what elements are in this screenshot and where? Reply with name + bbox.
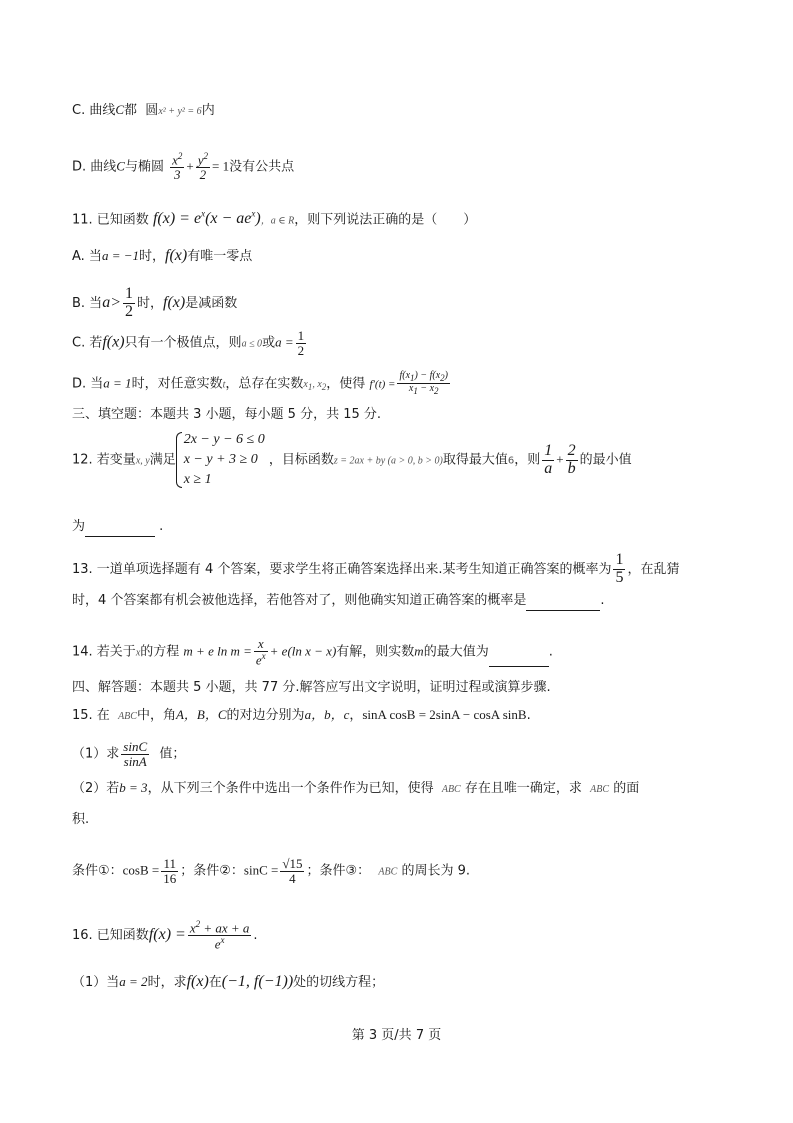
q-text: （1）求 xyxy=(72,746,120,762)
function-def: f(x) = xyxy=(148,925,186,943)
q-text: 或 xyxy=(262,335,276,351)
q-text: 条件①： xyxy=(72,863,123,879)
question-14: 14. 若关于x的方程 m + e ln m = $\frac{x}{e^x}$ + e(ln x − x)有解，则实数m的最大值为 . xyxy=(72,636,553,667)
option-text: 圆 xyxy=(145,103,159,118)
constraint-system xyxy=(176,430,265,490)
curve-var: C xyxy=(116,158,125,174)
math: a ≤ 0 xyxy=(241,338,263,350)
question-13-line1 xyxy=(72,552,680,587)
q-text: ，使得 xyxy=(326,376,366,392)
option-label: D. 曲线 xyxy=(72,159,117,175)
math: a = 2 xyxy=(119,974,148,989)
triangle-label: ABC xyxy=(590,784,610,795)
q-text: ；条件②： xyxy=(180,863,244,879)
section-3-heading: 三、填空题：本题共 3 小题，每小题 5 分，共 15 分. xyxy=(72,407,382,422)
numerator: 11 xyxy=(161,857,178,872)
denominator: 16 xyxy=(163,870,177,886)
param-condition: ，a ∈ R xyxy=(260,215,295,227)
q11-option-d xyxy=(72,371,452,397)
option-label: C. 曲线 xyxy=(72,103,116,118)
q-text: 为 xyxy=(72,519,86,534)
given-equation: sinA cosB = 2sinA − cosA sinB xyxy=(362,707,527,722)
page-footer: 第 3 页/共 7 页 xyxy=(351,1028,442,1043)
math: m xyxy=(414,643,424,659)
q-text: 时， xyxy=(136,295,163,311)
constraint-line: 2x − y − 6 ≤ 0 xyxy=(183,432,265,447)
math: a = xyxy=(275,334,294,350)
q11-option-b xyxy=(72,286,237,321)
function-frac: $\frac{x^2 + ax + a}{e^x}$ xyxy=(189,919,250,952)
q-text: 的最小值 xyxy=(579,452,632,468)
q11-option-c xyxy=(72,329,308,357)
question-13-line2: 时，4 个答案都有机会被他选择，若他答对了，则他确实知道正确答案的概率是 . xyxy=(72,591,605,611)
equation: + e(ln x − x) xyxy=(269,643,337,659)
q-text: 时， xyxy=(138,249,165,264)
q-text: 有唯一零点 xyxy=(187,249,253,264)
q-text: 中，角 xyxy=(136,708,176,723)
triangle-label: ABC xyxy=(441,784,461,795)
math: a> xyxy=(102,293,121,311)
question-15-part2-cont: 积. xyxy=(72,812,90,827)
triangle-label: ABC xyxy=(118,711,137,722)
question-15-part1 xyxy=(72,740,185,768)
section-4-heading: 四、解答题：本题共 5 小题，共 77 分.解答应写出文字说明，证明过程或演算步骤. xyxy=(72,680,551,695)
answer-blank[interactable] xyxy=(489,652,549,667)
q-text: 处的切线方程； xyxy=(293,975,385,990)
q-text: 只有一个极值点，则 xyxy=(124,335,242,351)
math-fx: f(x) xyxy=(165,247,188,264)
math: x, y xyxy=(135,455,150,467)
frac-sinC xyxy=(280,857,304,885)
ratio-sinC-sinA: $\frac{\sin C}{\sin A}$ xyxy=(123,739,148,769)
q-text: 满足 xyxy=(149,452,176,468)
function-def: $f(x) = e^x(x - ae^x)$ xyxy=(152,209,261,228)
constraint-line: x − y + 3 ≥ 0 xyxy=(183,452,258,467)
q-text: 16. 已知函数 xyxy=(72,927,149,943)
circle-equation: x² + y² = 6 xyxy=(158,106,202,117)
q11-option-a xyxy=(72,246,252,267)
q-text: 值； xyxy=(159,746,186,762)
frac-cosB xyxy=(161,857,178,885)
math-fx: f(x) xyxy=(186,973,209,990)
math: x1, x2 xyxy=(303,379,327,393)
q-text: ；条件③： xyxy=(306,863,371,879)
question-12: 12. 若变量x, y满足 2x − y − 6 ≤ 0 x − y + 3 ≥ 0 x ≥ 1 ，目标函数z = 2ax + by (a > 0, b > 0)取得最大值6，则 $\frac{1}{a}$ + $\frac{2}{b}$ 的最小值 xyxy=(72,430,632,490)
q-text: 时，求 xyxy=(147,975,187,990)
frac-one-half: $\frac{1}{2}$ xyxy=(124,285,133,320)
frac-one-half: $\frac{1}{2}$ xyxy=(297,328,305,358)
q-text: 的面 xyxy=(613,781,640,796)
triangle-label: ABC xyxy=(378,866,398,878)
option-text: 都 xyxy=(124,103,138,118)
question-15-stem: 15. 在 ABC中，角A，B，C的对边分别为a，b，c，sinA cosB = 2sinA − cosA sinB. xyxy=(72,707,531,723)
math: sinC = xyxy=(243,862,279,878)
curve-var: C xyxy=(115,102,125,117)
numerator: √15 xyxy=(282,856,303,871)
math: a，b，c xyxy=(304,707,350,722)
q-text: 存在且唯一确定，求 xyxy=(464,781,582,796)
question-15-conditions xyxy=(72,857,470,885)
option-text: 没有公共点 xyxy=(229,159,295,175)
q12-answer-line: 为 . xyxy=(72,517,163,537)
q-text: 的方程 xyxy=(140,644,180,660)
math: cosB = xyxy=(122,862,160,878)
q-text: 13. 一道单项选择题有 4 个答案，要求学生将正确答案选择出来.某考生知道正确答案的概率为 xyxy=(72,561,612,577)
max-value: 6 xyxy=(507,455,515,467)
question-15-part2 xyxy=(72,778,639,800)
math: x xyxy=(135,647,141,659)
q-text: （1）当 xyxy=(72,975,120,990)
q-text: ，则下列说法正确的是（ ） xyxy=(294,212,477,228)
math-fx: f(x) xyxy=(163,293,186,311)
q-text: 11. 已知函数 xyxy=(72,212,149,228)
mean-value-frac: $\frac{f(x1) - f(x2)}{x1 - x2}$ xyxy=(399,370,448,397)
constraint-line: x ≥ 1 xyxy=(183,472,212,487)
answer-blank[interactable] xyxy=(526,596,600,611)
frac: $\frac{x}{e^x}$ xyxy=(255,636,266,667)
frac-one-fifth: $\frac{1}{5}$ xyxy=(615,551,624,586)
q-text: ，总存在实数 xyxy=(225,376,304,392)
q-text: D. 当 xyxy=(72,376,104,392)
question-16-part1 xyxy=(72,972,384,993)
denominator: 4 xyxy=(289,870,296,886)
q-text: 时，4 个答案都有机会被他选择，若他答对了，则他确实知道正确答案的概率是 xyxy=(72,593,527,608)
q-text: A. 当 xyxy=(72,249,102,264)
answer-blank[interactable] xyxy=(85,522,155,537)
question-16-stem: 16. 已知函数f(x) = $\frac{x^2 + ax + a}{e^x}$ . xyxy=(72,919,258,952)
ellipse-term-x: $\frac{x^2}{3}$ xyxy=(172,151,183,182)
frac: $\frac{1}{a}$ xyxy=(544,441,553,477)
ellipse-term-y: $\frac{y^2}{2}$ xyxy=(197,151,209,182)
q-text: 14. 若关于 xyxy=(72,644,136,660)
q-text: B. 当 xyxy=(72,295,103,311)
math: t xyxy=(222,379,226,391)
q-text: 12. 若变量 xyxy=(72,452,136,468)
math: a = 1 xyxy=(103,375,132,391)
q-text: 有解，则实数 xyxy=(336,644,415,660)
q-text: 在 xyxy=(208,975,222,990)
objective-function: z = 2ax + by (a > 0, b > 0) xyxy=(333,455,443,467)
q-text: 的周长为 9. xyxy=(401,863,470,879)
math-fx: f(x) xyxy=(102,333,125,351)
math: b = 3 xyxy=(119,780,148,795)
q-text: ，从下列三个条件中选出一个条件作为已知，使得 xyxy=(147,781,434,796)
q-text: ，则 xyxy=(514,452,541,468)
q-text: （2）若 xyxy=(72,781,120,796)
math: A，B，C xyxy=(175,707,227,722)
q-text: 时，对任意实数 xyxy=(131,376,223,392)
q-text: C. 若 xyxy=(72,335,103,351)
equation: m + e ln m = xyxy=(183,643,252,659)
q-text: 的最大值为 xyxy=(423,644,489,660)
tangent-point: (−1, f(−1)) xyxy=(221,973,294,990)
q-text: ，目标函数 xyxy=(268,452,334,468)
option-text: 与椭圆 xyxy=(124,159,164,175)
math: a = −1 xyxy=(101,248,139,263)
option-text: 内 xyxy=(201,103,215,118)
q-text: 15. 在 xyxy=(72,708,110,723)
frac: $\frac{2}{b}$ xyxy=(567,441,576,477)
math: f′(t) = xyxy=(369,378,396,391)
q-text: 取得最大值 xyxy=(442,452,508,468)
q-text: ，在乱猜 xyxy=(627,561,680,577)
q-text: 的对边分别为 xyxy=(226,708,305,723)
option-d: D. 曲线C与椭圆 $\frac{x^2}{3}$ + $\frac{y^2}{2}$ = 1没有公共点 xyxy=(72,151,295,182)
question-11-stem xyxy=(72,204,476,231)
option-c xyxy=(72,100,215,122)
q-text: 是减函数 xyxy=(185,295,238,311)
